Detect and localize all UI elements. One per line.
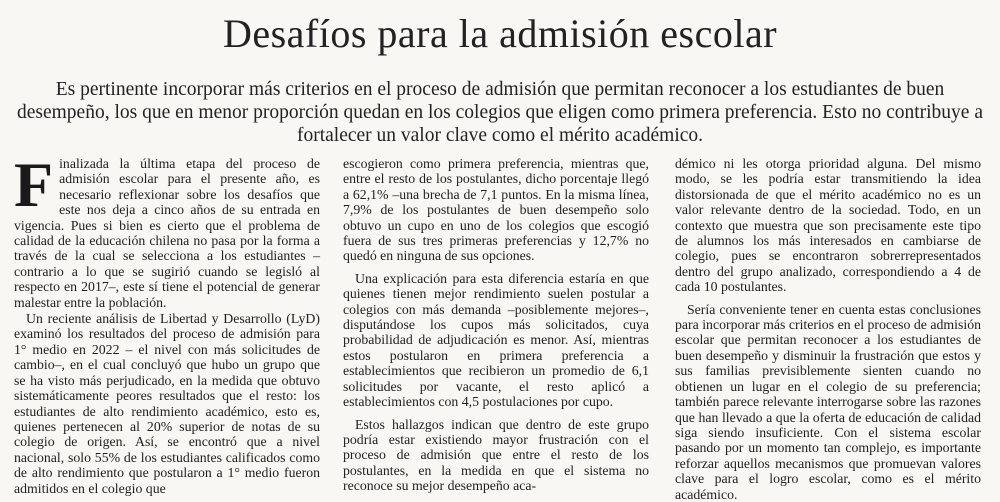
article-lede: Es pertinente incorporar más criterios en el proceso de admisión que permitan reconocer a los estudiantes de buen desempeño, los que en menor proporción quedan en los colegios que eligen como primera preferencia. Esto no contribuye a fortalecer un valor clave como el mérito académico. xyxy=(16,79,983,146)
paragraph: escogieron como primera preferencia, mientras que, entre el resto de los postulantes, dicho porcentaje llegó a 62,1% –una brecha de 7,1 puntos. En la misma línea, 7,9% de los postulantes de buen desempeño solo obtuvo un cupo en uno de los colegios que escogió fuera de sus tres primeras preferencias y 12,7% no quedó en ninguna de sus opciones. xyxy=(343,156,649,264)
article-headline: Desafíos para la admisión escolar xyxy=(222,11,778,56)
paragraph: Sería conveniente tener en cuenta estas conclusiones para incorporar más criterios en el proceso de admisión escolar que permitan reconocer a los estudiantes de buen desempeño y disminuir la frustración que estos y sus familias previsiblemente sienten cuando no obtienen un lugar en el colegio de su preferencia; también parece relevante interrogarse sobre las razones que han llevado a que la oferta de educación de calidad siga siendo insuficiente. Con el sistema escolar pasando por un momento tan complejo, es importante reforzar aquellos mecanismos que promuevan valores clave para el logro escolar, como es el mérito académico. xyxy=(675,301,981,502)
paragraph: démico ni les otorga prioridad alguna. Del mismo modo, se les podría estar transmitiendo la idea distorsionada de que el mérito académico no es un valor relevante dentro de la sociedad. Todo, en un contexto que muestra que son precisamente este tipo de alumnos los más interesados en cambiarse de colegio, pues se encontraron sobrerrepresentados dentro del grupo analizado, correspondiendo a 4 de cada 10 postulantes. xyxy=(675,156,981,295)
paragraph: Un reciente análisis de Libertad y Desarrollo (LyD) examinó los resultados del proceso de admisión para 1° medio en 2022 – el nivel con más solicitudes de cambio–, en el cual concluyó que hubo un grupo que se ha visto más perjudicado, en la medida que obtuvo sistemáticamente peores resultados que el resto: los estudiantes de alto rendimiento académico, esto es, quienes pertenecen al 20% superior de notas de su colegio de origen. Así, se encontró que a nivel nacional, solo 55% de los estudiantes calificados como de alto rendimiento que postularon a 1° medio fueron admitidos en el colegio que xyxy=(14,311,320,496)
paragraph xyxy=(14,149,320,310)
article-column-1 xyxy=(14,149,320,496)
paragraph: Estos hallazgos indican que dentro de este grupo podría estar existiendo mayor frustración con el proceso de admisión que entre el resto de los postulantes, en la medida en que el sistema no reconoce su mejor desempeño aca- xyxy=(343,416,649,494)
paragraph-text: inalizada la última etapa del proceso de admisión escolar para el presente año, es necesario reflexionar sobre los desafíos que este nos deja a cinco años de su entrada en vigencia. Pues si bien es cierto que el problema de calidad de la educación chilena no pasa por la forma a través de la cual se selecciona a los estudiantes –contrario a lo que se sugirió cuando se legisló al respecto en 2017–, este sí tiene el potencial de generar malestar entre la población. xyxy=(14,156,320,310)
paragraph: Una explicación para esta diferencia estaría en que quienes tienen mejor rendimiento suelen postular a colegios con más demanda –posiblemente mejores–, disputándose los cupos más solicitados, cuya probabilidad de adjudicación es menor. Así, mientras estos postularon en primera preferencia a establecimientos que recibieron un promedio de 6,1 solicitudes por vacante, el resto aplicó a establecimientos con 4,5 postulaciones por cupo. xyxy=(343,270,649,410)
article-column-3 xyxy=(675,156,981,502)
drop-cap: F xyxy=(14,149,54,220)
article-column-2 xyxy=(343,156,649,494)
